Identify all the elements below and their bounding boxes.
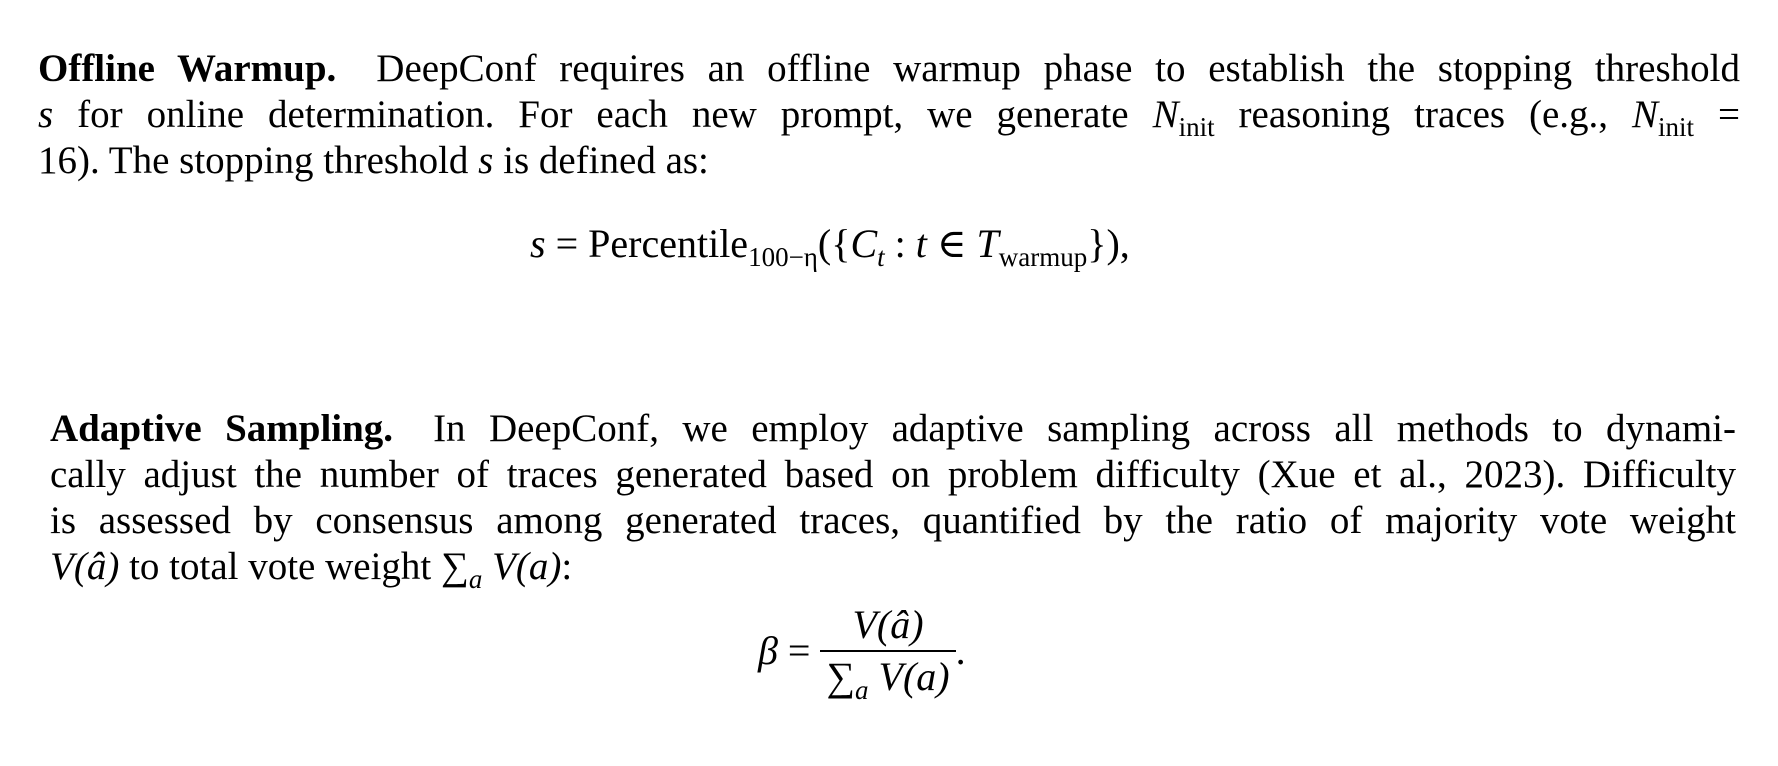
- math-subscript: t: [877, 242, 885, 272]
- paragraph-line: [50, 406, 1736, 452]
- math-operator: ∈: [926, 221, 977, 266]
- beta-equation: [758, 600, 966, 705]
- paragraph-text: is defined as:: [493, 139, 709, 182]
- math-variable: β: [758, 628, 778, 673]
- threshold-equation: [530, 220, 1130, 272]
- math-variable: s: [530, 221, 546, 266]
- paragraph-line: [50, 498, 1736, 544]
- paragraph-text: In DeepConf, we employ adaptive sampling across all methods to dynami-: [433, 407, 1737, 450]
- adaptive-sampling-paragraph: [50, 406, 1737, 594]
- math-sum: ∑: [826, 654, 855, 699]
- math-variable: s: [478, 139, 494, 182]
- fraction-numerator: [820, 600, 955, 652]
- paragraph-line: [50, 452, 1736, 498]
- math-sum: ∑: [441, 545, 469, 588]
- math-variable: (a): [515, 545, 562, 588]
- fraction-denominator: [820, 652, 955, 705]
- paragraph-text: cally adjust the number of traces generated based on problem difficulty (Xue et al., 2023). Difficulty: [50, 453, 1736, 496]
- math-bracket: ({: [817, 221, 851, 266]
- math-variable: V: [482, 545, 516, 588]
- math-punctuation: .: [955, 628, 966, 673]
- math-subscript: a: [468, 564, 483, 594]
- math-variable: T: [976, 221, 999, 266]
- math-subscript: a: [855, 675, 869, 705]
- math-bracket: }),: [1087, 221, 1130, 266]
- paragraph-line: [38, 92, 1740, 142]
- math-operator: =: [1694, 93, 1740, 136]
- math-subscript: init: [1658, 112, 1695, 142]
- paragraph-heading: Offline Warmup.: [38, 47, 337, 90]
- math-variable: C: [850, 221, 878, 266]
- paragraph-line: [50, 544, 1736, 594]
- math-subscript: 100−η: [748, 242, 818, 272]
- math-variable: t: [915, 221, 927, 266]
- paragraph-text: :: [561, 545, 573, 588]
- math-variable: s: [38, 93, 54, 136]
- math-variable: N: [1632, 93, 1659, 136]
- math-variable: (â): [73, 545, 120, 588]
- math-variable: V: [50, 545, 74, 588]
- math-function: Percentile: [588, 221, 749, 266]
- math-variable: (â): [876, 602, 924, 647]
- math-subscript: warmup: [998, 242, 1088, 272]
- paragraph-line: [38, 46, 1740, 92]
- paragraph-text: DeepConf requires an offline warmup phase to establish the stopping threshold: [376, 47, 1740, 90]
- paragraph-text: 16). The stopping threshold: [38, 139, 479, 182]
- paragraph-text: is assessed by consensus among generated traces, quantified by the ratio of majority vote weight: [50, 499, 1736, 542]
- paragraph-line: [38, 138, 1740, 184]
- math-operator: :: [884, 221, 916, 266]
- math-variable: N: [1152, 93, 1179, 136]
- math-operator: =: [545, 221, 589, 266]
- beta-fraction: [820, 600, 955, 705]
- math-variable: V: [868, 654, 903, 699]
- math-subscript: init: [1178, 112, 1215, 142]
- math-operator: =: [777, 628, 821, 673]
- offline-warmup-paragraph: [38, 46, 1740, 184]
- paragraph-text: reasoning traces (e.g.,: [1214, 93, 1633, 136]
- math-variable: V: [852, 602, 877, 647]
- paragraph-text: for online determination. For each new prompt, we generate: [53, 93, 1153, 136]
- paragraph-heading: Adaptive Sampling.: [50, 407, 394, 450]
- paragraph-text: to total vote weight: [119, 545, 442, 588]
- math-variable: (a): [902, 654, 950, 699]
